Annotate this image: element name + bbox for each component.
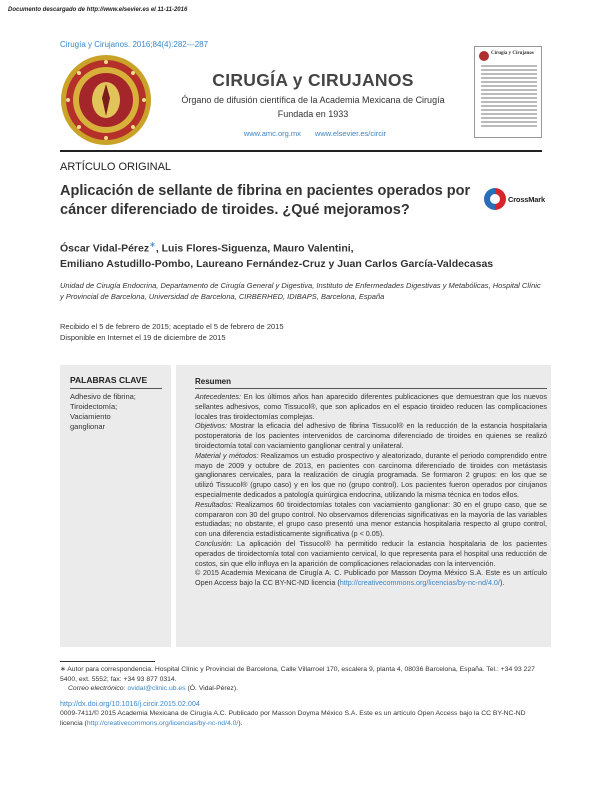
journal-subtitle: Órgano de difusión científica de la Academia Mexicana de Cirugía	[181, 95, 445, 105]
corresponding-author-mark[interactable]: ∗	[149, 240, 156, 249]
email-label: Correo electrónico:	[68, 685, 128, 692]
amc-url-link[interactable]: www.amc.org.mx	[243, 129, 301, 138]
abstract-results: Resultados: Realizamos 60 tiroidectomías totales con vaciamiento ganglionar: 30 en el grupo caso, que se compararon con 30 del grupo control. No observamos diferencias significativas en la mayoría de las variables estudiadas; no obstante, el grupo caso presentó una menor estancia hospitalaria respecto al grupo control, con una diferencia estadísticamente significativa (p < 0.05).	[195, 499, 547, 539]
journal-seal-logo	[60, 54, 152, 146]
copyright-notice: 0009-7411/© 2015 Academia Mexicana de Cirugía A.C. Publicado por Masson Doyma México S.A. Este es un artículo Open Access bajo la CC BY-NC-ND licencia (http://creativecommons.org/licencias/by-nc-nd/4.0/).	[60, 710, 526, 727]
header-divider	[60, 150, 542, 152]
author-email-link[interactable]: ovidal@clinic.ub.es	[127, 685, 186, 692]
correspondence-footnote: ∗ Autor para correspondencia. Hospital Clínic y Provincial de Barcelona, Calle Villarroel 170, escalera 9, planta 4, 08036 Barcelona, España. Tel.: +34 93 227 5400, ext. 5552; fax: +34 93 877 0314. Correo electrónico: ovidal@clinic.ub.es (Ó. Vidal-Pérez).	[60, 665, 550, 694]
author-name: Óscar Vidal-Pérez	[60, 242, 150, 255]
keyword-item: ganglionar	[70, 422, 106, 431]
keywords-panel	[60, 365, 171, 647]
keywords-heading: PALABRAS CLAVE	[70, 375, 148, 385]
journal-title: CIRUGÍA y CIRUJANOS	[212, 70, 414, 90]
copyright-license-link[interactable]: http://creativecommons.org/licencias/by-nc-nd/4.0/	[86, 719, 239, 727]
abstract-methods: Material y métodos: Realizamos un estudio prospectivo y aleatorizado, durante el periodo comprendido entre mayo de 2009 y octubre de 2013, en pacientes con carcinoma diferenciado de tiroides con metástasis ganglionares cervicales, para la realización de cirugía programada. Se formaron 2 grupos: en los que se utilizó Tissucol® (grupo caso) y en los que no (grupo control). Los pacientes fueron operados por cirujanos especialmente dedicados a patología quirúrgica endocrina, utilizando la misma técnica en todos ellos.	[195, 450, 547, 499]
abstract-heading: Resumen	[195, 377, 232, 386]
crossmark-icon	[484, 188, 506, 210]
abstract-panel	[176, 365, 551, 647]
crossmark-label: CrossMark	[508, 195, 545, 204]
footnote-divider	[60, 661, 155, 662]
keyword-item: Tiroidectomía;	[70, 402, 118, 411]
journal-cover-thumbnail	[474, 46, 542, 138]
download-note: Documento descargado de http://www.elsevier.es el 11-11-2016	[8, 7, 188, 13]
received-date: Recibido el 5 de febrero de 2015; aceptado el 5 de febrero de 2015	[60, 322, 284, 331]
cover-title: Cirugía y Cirujanos	[491, 51, 534, 56]
crossmark-button[interactable]	[484, 188, 546, 212]
abstract-body	[195, 392, 547, 588]
article-title: Aplicación de sellante de fibrina en pacientes operados por cáncer diferenciado de tiroides. ¿Qué mejoramos?	[60, 183, 471, 218]
online-date: Disponible en Internet el 19 de diciembre de 2015	[60, 332, 226, 342]
keyword-item: Adhesivo de fibrina;	[70, 392, 136, 401]
affiliation: Unidad de Cirugía Endocrina, Departamento de Cirugía General y Digestiva, Instituto de Enfermedades Digestivas y Metabólicas, Hospital Clínic y Provincial de Barcelona, Universidad de Barcelona, CIRBERHED, IDIBAPS, Barcelona, España	[60, 281, 541, 301]
keywords-list	[70, 392, 166, 432]
elsevier-url-link[interactable]: www.elsevier.es/circir	[314, 129, 387, 138]
abstract-conclusion: Conclusión: La aplicación del Tissucol® ha permitido reducir la estancia hospitalaria de los pacientes operados de tiroidectomía total con vaciamiento cervical, lo que representa para el hospital una reducción de costos, sin que ello influya en la aparición de complicaciones relacionadas con la intervención.	[195, 538, 547, 568]
doi-link[interactable]: http://dx.doi.org/10.1016/j.circir.2015.02.004	[60, 699, 200, 708]
journal-citation-link[interactable]: Cirugía y Cirujanos. 2016;84(4):282---287	[60, 40, 209, 49]
journal-founded: Fundada en 1933	[277, 109, 349, 119]
abstract-license: © 2015 Academia Mexicana de Cirugía A. C. Publicado por Masson Doyma México S.A. Este es un artículo Open Access bajo la CC BY-NC-ND licencia (http://creativecommons.org/licencias/by-nc-nd/4.0/).	[195, 568, 547, 588]
article-type: ARTÍCULO ORIGINAL	[60, 161, 172, 173]
journal-urls	[200, 129, 430, 138]
keyword-item: Vaciamiento	[70, 412, 111, 421]
cover-seal-icon	[479, 51, 489, 61]
author-names: , Luis Flores-Siguenza, Mauro Valentini,	[155, 242, 354, 255]
abstract-background: Antecedentes: En los últimos años han aparecido diferentes publicaciones que demuestran que los nuevos sellantes adhesivos, como Tissucol®, que son aplicados en el espacio tiroideo reducen las complicaciones locales tras tiroidectomías complejas.	[195, 392, 547, 421]
abstract-objectives: Objetivos: Mostrar la eficacia del adhesivo de fibrina Tissucol® en la reducción de la estancia hospitalaria postoperatoria de los pacientes intervenidos de carcinoma diferenciado de tiroides en quienes se realizó tiroidectomía total con vaciamiento ganglionar central y unilateral.	[195, 421, 547, 450]
footnote-address: ∗ Autor para correspondencia. Hospital Clínic y Provincial de Barcelona, Calle Villarroel 170, escalera 9, planta 4, 08036 Barcelona, España. Tel.: +34 93 227 5400, ext. 5552; fax: +34 93 877 0314.	[60, 666, 535, 683]
cover-text-lines	[481, 65, 537, 129]
article-dates	[60, 322, 542, 343]
license-link[interactable]: http://creativecommons.org/licencias/by-nc-nd/4.0/	[339, 578, 500, 588]
author-names: Emiliano Astudillo-Pombo, Laureano Fernández-Cruz y Juan Carlos García-Valdecasas	[60, 257, 494, 270]
author-list	[60, 237, 550, 272]
